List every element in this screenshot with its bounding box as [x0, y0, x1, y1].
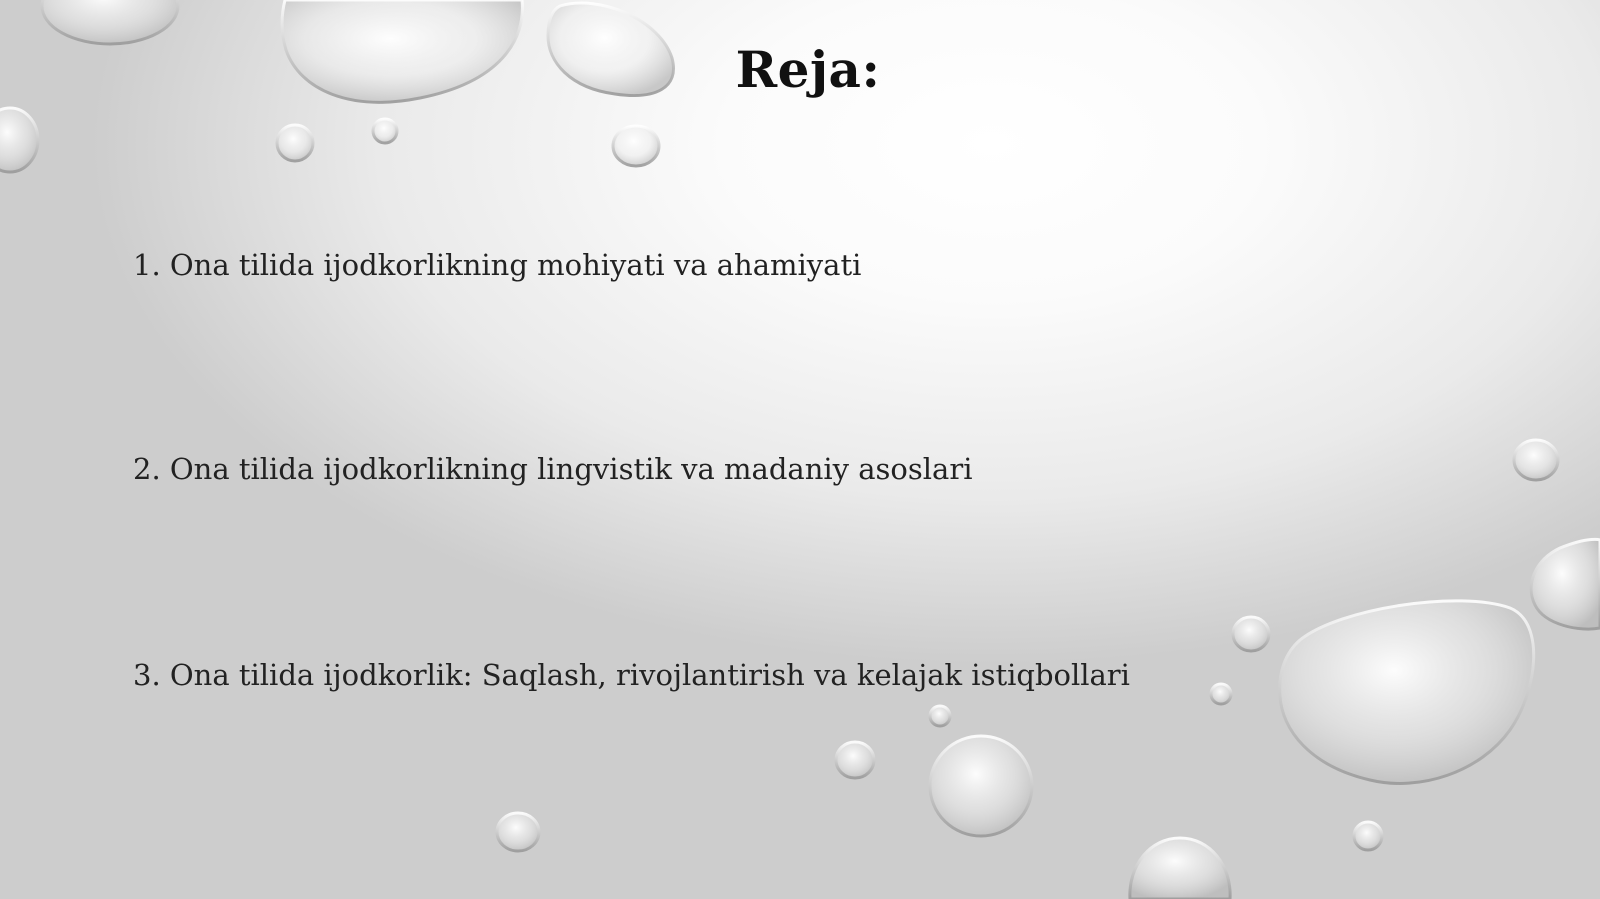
droplet [1280, 601, 1534, 784]
droplet [0, 108, 38, 172]
droplet [1531, 539, 1600, 629]
plan-item-2: 2. Ona tilida ijodkorlikning lingvistik va madaniy asoslari [133, 452, 973, 486]
droplet [1211, 684, 1231, 704]
plan-item-1: 1. Ona tilida ijodkorlikning mohiyati va ahamiyati [133, 248, 862, 282]
droplet [277, 125, 313, 161]
droplet [373, 119, 397, 143]
droplet [42, 0, 178, 44]
droplet [613, 126, 659, 166]
droplet [1354, 822, 1382, 850]
slide-title: Reja: [735, 40, 881, 99]
droplet [1130, 838, 1230, 899]
droplet [930, 736, 1032, 836]
droplet [497, 813, 539, 851]
droplet [1233, 617, 1269, 651]
droplet [930, 706, 950, 726]
plan-item-3: 3. Ona tilida ijodkorlik: Saqlash, rivojlantirish va kelajak istiqbollari [133, 658, 1130, 692]
droplet [836, 742, 874, 778]
droplet [1514, 440, 1558, 480]
